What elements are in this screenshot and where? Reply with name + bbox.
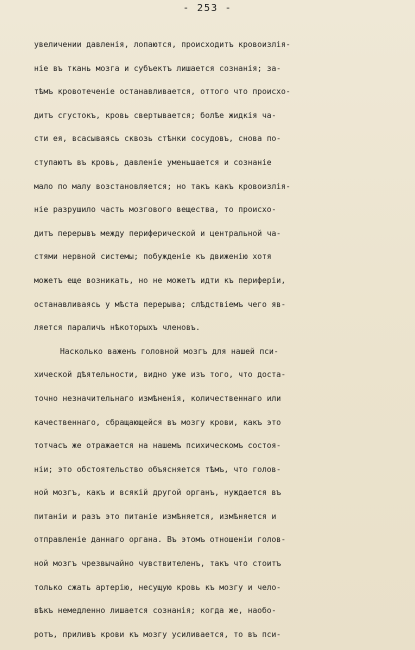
text-line: ной мозгъ чрезвычайно чувствителенъ, такъ что стоитъ	[34, 559, 282, 569]
text-line: только сжать артерiю, несущую кровь къ мозгу и чело-	[34, 582, 282, 592]
text-line: тотчасъ же отражается на нашемъ психическомъ состоя-	[34, 441, 282, 451]
text-line: вѣкъ немедленно лишается сознанiя; когда же, наобо-	[34, 606, 277, 616]
text-line: дитъ перерывъ между периферической и центральной ча-	[34, 228, 282, 238]
text-line: питанiи и разъ это питанiе измѣняется, измѣняется и	[34, 511, 277, 521]
text-line: качественнаго, сбращающейся въ мозгу крови, какъ это	[34, 417, 282, 427]
text-line: отправленiе даннаго органа. Въ этомъ отношенiи голов-	[34, 535, 286, 545]
text-line: хической дѣятельности, видно уже изъ того, что доста-	[34, 370, 286, 380]
text-line: останавливаясь у мѣста перерыва; слѣдствiемъ чего яв-	[34, 299, 286, 309]
text-line: можетъ еще возникать, но не можетъ идти къ периферiи,	[34, 275, 286, 285]
text-line: нiе разрушило часть мозгового вещества, то происхо-	[34, 205, 277, 215]
body-text	[34, 33, 399, 646]
text-line: нiи; это обстоятельство объясняется тѣмъ, что голов-	[34, 464, 282, 474]
text-line: ротъ, приливъ крови къ мозгу усиливается, то въ пси-	[34, 629, 282, 639]
text-line: стями нервной системы; побужденiе къ движенiю хотя	[34, 252, 272, 262]
text-line: нiе въ ткань мозга и субъектъ лишается сознанiя; за-	[34, 63, 282, 73]
paragraph-start-line: Насколько важенъ головной мозгъ для нашей пси-	[60, 346, 279, 356]
text-line: точно незначительнаго измѣненiя, количественнаго или	[34, 393, 282, 403]
text-line: тѣмъ кровотеченiе останавливается, оттого что происхо-	[34, 87, 291, 97]
text-line: ступаютъ въ кровь, давленiе уменьшается и сознанiе	[34, 157, 272, 167]
text-line: ляется параличъ нѣкоторыхъ членовъ.	[34, 323, 201, 333]
text-line: ной мозгъ, какъ и всякiй другой органъ, нуждается въ	[34, 488, 282, 498]
page-number: - 253 -	[182, 3, 233, 14]
text-line: увеличении давленiя, лопаются, происходитъ кровоизлiя-	[34, 40, 291, 49]
text-line: мало по малу возстановляется; но такъ какъ кровоизлiя-	[34, 181, 291, 191]
text-line: дитъ сгустокъ, кровь свертывается; болѣе жидкiя ча-	[34, 110, 277, 120]
text-line: сти ея, всасываясь сквозь стѣнки сосудовъ, снова по-	[34, 134, 282, 144]
